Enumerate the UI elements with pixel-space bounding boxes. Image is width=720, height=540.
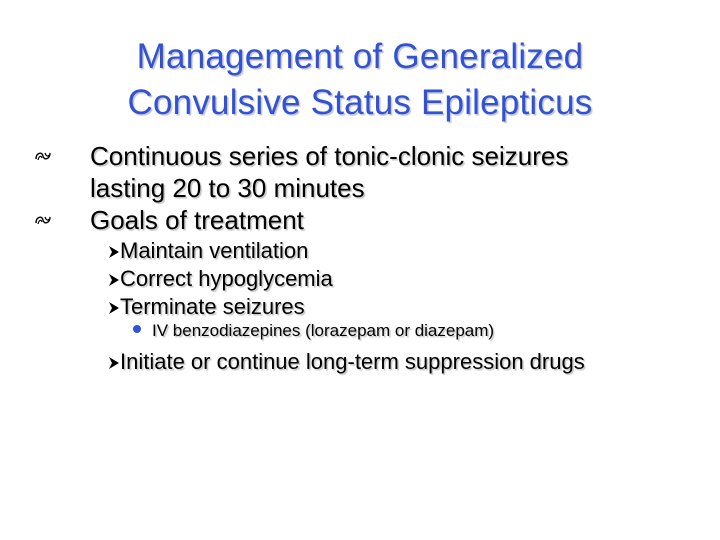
scroll-bullet-icon xyxy=(34,213,52,227)
arrow-bullet-icon xyxy=(108,273,120,287)
slide-title-line-2: Convulsive Status Epilepticus xyxy=(127,83,593,122)
subsubitem-text: IV benzodiazepines (lorazepam or diazepam) xyxy=(152,321,495,340)
bullet-item-1 xyxy=(34,140,694,204)
bullet-1-line-1: Continuous series of tonic-clonic seizures xyxy=(90,141,569,171)
arrow-bullet-icon xyxy=(108,245,120,259)
bullet-item-2 xyxy=(34,204,694,236)
subitem-text: Maintain ventilation xyxy=(120,238,309,263)
subitem-text: Initiate or continue long-term suppression drugs xyxy=(120,349,585,374)
scroll-bullet-icon xyxy=(34,149,52,163)
arrow-bullet-icon xyxy=(108,356,120,370)
subitem-text: Correct hypoglycemia xyxy=(120,266,333,291)
bullet-2-text: Goals of treatment xyxy=(90,205,304,235)
dot-bullet-icon xyxy=(133,325,141,333)
arrow-bullet-icon xyxy=(108,301,120,315)
bullet-1-line-2: lasting 20 to 30 minutes xyxy=(90,173,365,203)
slide-title xyxy=(20,34,700,126)
slide-title-line-1: Management of Generalized xyxy=(136,37,584,76)
subitem-text: Terminate seizures xyxy=(120,294,305,319)
